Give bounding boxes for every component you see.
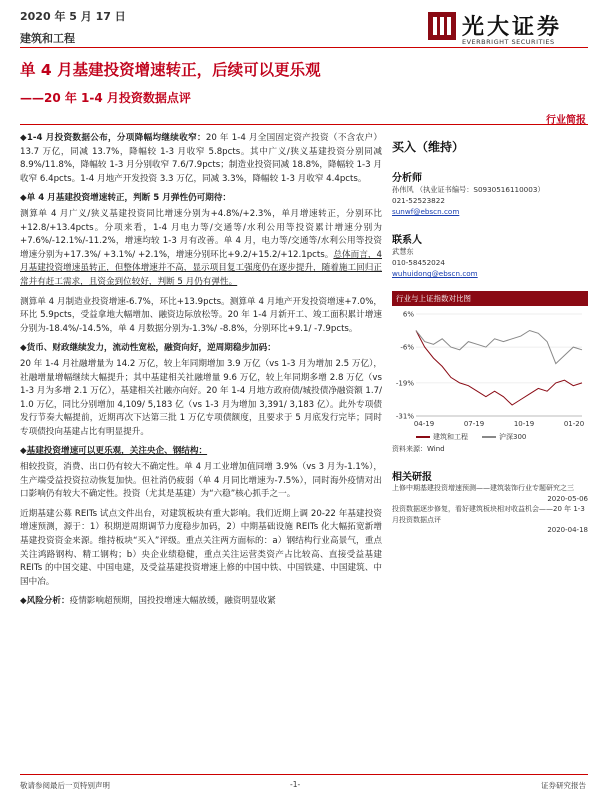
paragraph-6 bbox=[20, 508, 382, 590]
contact-heading: 联系人 bbox=[392, 235, 422, 246]
analyst-email-link[interactable]: sunwf@ebscn.com bbox=[392, 207, 460, 216]
footer-disclaimer: 敬请参阅最后一页特别声明 bbox=[20, 781, 110, 790]
related-report-2[interactable]: 投资数据逐步修复，看好建筑板块相对收益机会——20 年 1-3 月投资数据点评 bbox=[392, 505, 585, 524]
analyst-heading: 分析师 bbox=[392, 173, 422, 184]
related-report-1[interactable]: 上修中期基建投资增速预测——建筑装饰行业专题研究之三 bbox=[392, 484, 574, 492]
paragraph-1: ◆1-4 月投资数据公布，分项降幅均继续收窄：20 年 1-4 月全国固定资产投资（不含农户）13.7 万亿，同减 13.7%，降幅较 1-3 月收窄 5.8pcts。其中广义/狭义基建投资分别同减 8.9%/11.8%，降幅较 1-3 月分别收窄 7.6/7.9pcts；制造业投资同减 18.8%，降幅较 1-3 月收窄 6.4pcts。1-4 月地产开发投资 3.3 万亿，同减 3.3%，降幅较 1-3 月收窄 4.4pcts。 bbox=[20, 133, 382, 184]
paragraph-3 bbox=[20, 296, 382, 337]
related-report-1-date: 2020-05-06 bbox=[547, 494, 588, 503]
series-line bbox=[416, 331, 582, 406]
comparison-chart bbox=[392, 291, 588, 454]
paragraph-2: ◆单 4 月基建投资增速转正，判断 5 月弹性仍可期待： bbox=[20, 193, 232, 204]
chart-source: 资料来源：Wind bbox=[392, 445, 445, 453]
sidebar bbox=[392, 132, 588, 536]
industry-name: 建筑和工程 bbox=[20, 32, 75, 45]
y-tick-label: -6% bbox=[400, 343, 414, 352]
logo-cn: 光大证券 bbox=[462, 15, 563, 40]
p7-text: 疫情影响超预期，国投投增速大幅放缓，融资明显收紧 bbox=[69, 596, 276, 607]
analyst-cert: （执业证书编号：S0930516110003） bbox=[415, 185, 545, 194]
paragraph-5b bbox=[20, 461, 382, 502]
report-subtitle: ——20 年 1-4 月投资数据点评 bbox=[20, 91, 191, 105]
contact-info bbox=[392, 246, 588, 279]
p2-underlined: 总体而言，4 月基建投资增速虽转正，但整体增速并不高，显示项目复工强度仍在逐步提升，随着施工回归正常并有赶工需求，且资金到位较好，判断 5 月仍有弹性。 bbox=[20, 249, 382, 287]
analyst-tel: 021-52523822 bbox=[392, 196, 445, 205]
page-number: -1- bbox=[290, 780, 301, 789]
contact-name: 武慧东 bbox=[392, 247, 414, 256]
y-tick-label: -31% bbox=[395, 412, 414, 421]
rating: 买入（维持） bbox=[392, 140, 465, 154]
paragraph-4: ◆货币、财政继续发力，流动性宽松，融资向好，逆周期稳步加码： bbox=[20, 343, 276, 354]
p3-text: 测算单 4 月制造业投资增速-6.7%，环比+13.9pcts。测算单 4 月地产开发投资增速+7.0%，环比 5.9pcts，受益拿地大幅增加、融资边际放松等。20 年 1-4 月新开工、竣工面积累计增速分别为-18.4%/-14.5%，单 4 月数据分别为-1.3%/ -8.8%，分别环比+9.1/ -7.9pcts。 bbox=[20, 296, 382, 334]
paragraph-2b bbox=[20, 208, 382, 290]
contact-tel: 010-58452024 bbox=[392, 258, 445, 267]
legend-item-index: 沪深300 bbox=[482, 432, 526, 442]
p1-heading: 1-4 月投资数据公布，分项降幅均继续收窄： bbox=[26, 133, 206, 143]
paragraph-4b bbox=[20, 358, 382, 440]
analyst-name: 孙伟风 bbox=[392, 185, 414, 194]
x-tick-label: 01-20 bbox=[563, 420, 585, 428]
title-divider bbox=[20, 124, 588, 125]
p4-heading: 货币、财政继续发力，流动性宽松，融资向好，逆周期稳步加码： bbox=[26, 343, 276, 354]
report-type: 行业简报 bbox=[546, 115, 586, 126]
legend-item-industry: 建筑和工程 bbox=[416, 432, 468, 442]
p4-text: 20 年 1-4 月社融增量为 14.2 万亿，较上年同期增加 3.9 万亿（vs 1-3 月为增加 2.5 万亿），社融增量增幅继续大幅提升；其中基建相关社融增量 9.6 万亿，较上年同期多增 2.8 万亿（vs 1-3 月为多增 2.1 万亿），基建相关社融亦向好。20 年 1-4 月地方政府债/城投债净融资额 1.7/ 1.0 万亿，同比分别增加 4,109/ 5,183 亿（vs 1-3 月为增加 3,391/ 3,183 亿）。此外专项债发行节奏大幅提前，近期再次下达第三批 1 万亿专项债额度，且要求于 5 月底发行完毕；同时专项债投向基建占比有明显提升。 bbox=[20, 358, 382, 437]
p2-heading: 单 4 月基建投资增速转正，判断 5 月弹性仍可期待： bbox=[26, 193, 232, 204]
related-heading: 相关研报 bbox=[392, 472, 432, 483]
main-body bbox=[20, 132, 382, 772]
related-reports bbox=[392, 483, 588, 536]
y-tick-label: -19% bbox=[395, 379, 414, 388]
footer-label: 证券研究报告 bbox=[541, 781, 586, 790]
report-date: 2020 年 5 月 17 日 bbox=[20, 10, 126, 23]
paragraph-7: ◆风险分析：疫情影响超预期，国投投增速大幅放缓，融资明显收紧 bbox=[20, 596, 276, 607]
logo-mark-icon bbox=[428, 12, 456, 40]
chart-title: 行业与上证指数对比图 bbox=[392, 291, 588, 306]
p1-text: 20 年 1-4 月全国固定资产投资（不含农户）13.7 万亿，同减 13.7%，降幅较 1-3 月收窄 5.8pcts。其中广义/狭义基建投资分别同减 8.9%/11.8%，降幅较 1-3 月分别收窄 7.6/7.9pcts；制造业投资同减 18.8%，降幅较 1-3 月收窄 6.4pcts。1-4 月地产开发投资 3.3 万亿，同减 3.3%，降幅较 1-3 月收窄 4.4pcts。 bbox=[20, 133, 382, 184]
p2-text: 测算单 4 月广义/狭义基建投资同比增速分别为+4.8%/+2.3%，单月增速转正，分别环比+12.8/+13.4pcts。分项来看，1-4 月电力等/交通等/水利公用等投资累计增速分别为+7.6%/-12.1%/-11.2%，增速均较 1-3 月有改善。单 4 月，电力等/交通等/水利公用等投资增速分别为+17.3%/ +3.1%/ +2.1%，增速分别环比+9.2/+15.2/+12.1pcts。 bbox=[20, 208, 382, 260]
report-title: 单 4 月基建投资增速转正，后续可以更乐观 bbox=[20, 61, 321, 79]
company-logo bbox=[428, 10, 588, 50]
x-tick-label: 04-19 bbox=[413, 420, 435, 428]
x-tick-label: 07-19 bbox=[463, 420, 485, 428]
logo-en: EVERBRIGHT SECURITIES bbox=[462, 38, 555, 46]
p6-text: 近期基建公募 REITs 试点文件出台，对建筑板块有重大影响。我们近期上调 20-22 年基建投资增速预测，源于：1）积期逆周期调节力度稳步加码，2）中期基础设施 REITs 化大幅拓宽新增基建投资资金来源。维持板块“买入”评级。重点关注两方面标的：a）钢结构行业高景气，重点关注鸿路钢构、精工钢构；b）央企业绩稳健，重点关注运营类资产占比较高、直接受益基建 REITs 的中国交建、中国电建，及受益基建投资增速上修的中国中铁、中国铁建、中国建筑、中国中冶。 bbox=[20, 508, 382, 587]
analyst-info bbox=[392, 184, 588, 217]
p5-heading: 基建投资增速可以更乐观，关注央企、钢结构： bbox=[26, 446, 208, 457]
p5-text: 相较投资，消费、出口仍有较大不确定性。单 4 月工业增加值同增 3.9%（vs 3 月为-1.1%），生产端受益投资拉动恢复加快。但社消仍疲弱（单 4 月同比增速为-7.5%），同时海外疫情对出口影响仍有较大不确定性。投资（尤其是基建）为“六稳”核心抓手之一。 bbox=[20, 462, 382, 500]
header-divider bbox=[20, 47, 588, 48]
related-report-2-date: 2020-04-18 bbox=[547, 526, 588, 535]
paragraph-5: ◆基建投资增速可以更乐观，关注央企、钢结构： bbox=[20, 446, 208, 457]
y-tick-label: 6% bbox=[402, 310, 414, 319]
contact-email-link[interactable]: wuhuidong@ebscn.com bbox=[392, 269, 478, 278]
x-tick-label: 10-19 bbox=[513, 420, 535, 428]
footer-divider bbox=[20, 774, 588, 775]
p7-heading: 风险分析： bbox=[26, 596, 70, 607]
chart-svg bbox=[392, 306, 588, 434]
